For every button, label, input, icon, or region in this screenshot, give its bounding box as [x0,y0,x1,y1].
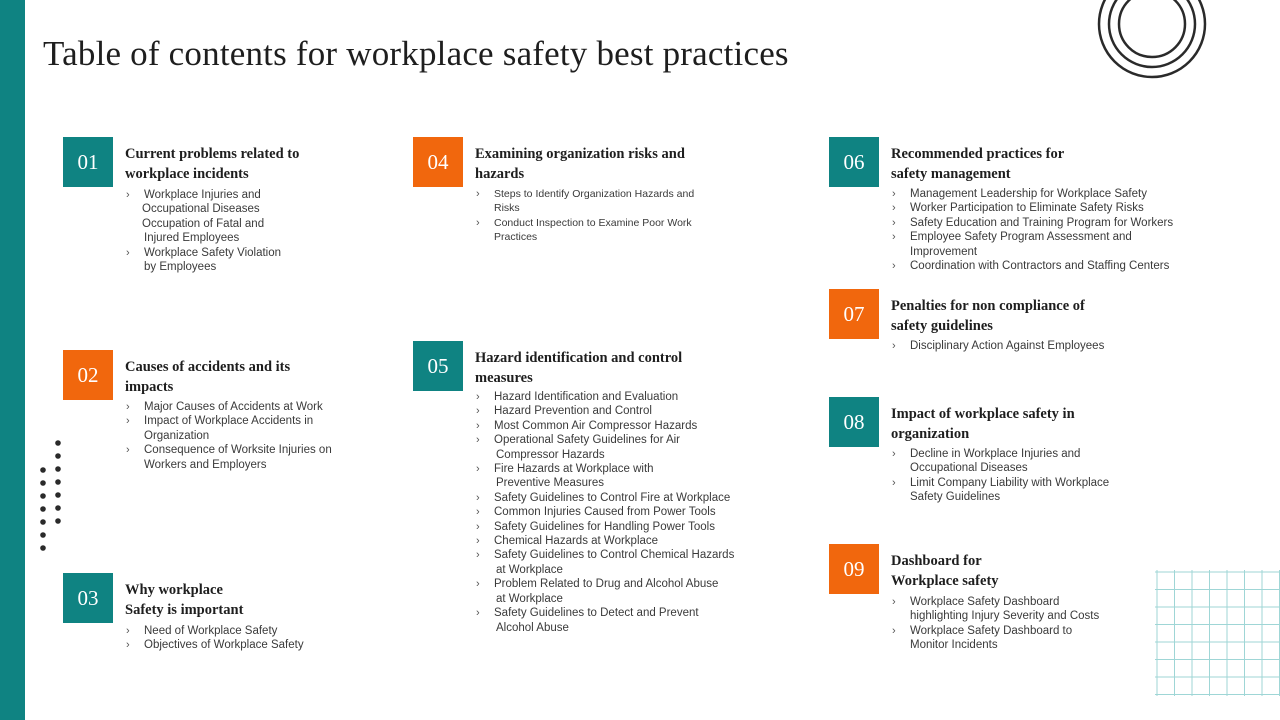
list-item[interactable]: › Most Common Air Compressor Hazards [475,419,734,433]
list-item[interactable]: › Objectives of Workplace Safety [125,638,304,652]
list-item[interactable]: › Employee Safety Program Assessment and Improvement [891,230,1173,259]
list-item[interactable]: › Management Leadership for Workplace Safety [891,187,1173,201]
page-title: Table of contents for workplace safety best practices [43,34,789,73]
section-number-badge: 05 [413,341,463,391]
list-item[interactable]: › Safety Guidelines to Detect and Prevent Alcohol Abuse [475,606,734,635]
list-item[interactable]: › Safety Education and Training Program for Workers [891,216,1173,230]
list-item[interactable]: › Disciplinary Action Against Employees [891,339,1104,353]
section-heading: Impact of workplace safety in organization [891,406,1075,442]
list-item[interactable]: › Fire Hazards at Workplace with Preventive Measures [475,462,734,491]
list-item[interactable]: › Major Causes of Accidents at Work [125,400,332,414]
dot-pattern-icon [38,436,66,558]
list-item[interactable]: › Operational Safety Guidelines for Air Compressor Hazards [475,433,734,462]
section-item-list [475,390,734,635]
section-item-list [891,447,1109,505]
list-item[interactable]: › Workplace Safety Dashboard to Monitor Incidents [891,624,1099,653]
section-number-badge: 02 [63,350,113,400]
list-item[interactable]: › Impact of Workplace Accidents in Organization [125,414,332,443]
list-item[interactable]: › Safety Guidelines to Control Chemical Hazards at Workplace [475,548,734,577]
list-item[interactable]: › Worker Participation to Eliminate Safety Risks [891,201,1173,215]
concentric-rings-icon [1096,0,1208,80]
list-item[interactable]: › Chemical Hazards at Workplace [475,534,734,548]
list-item[interactable]: › Common Injuries Caused from Power Tools [475,505,734,519]
section-heading: Penalties for non compliance of safety guidelines [891,298,1085,334]
list-item[interactable]: › Safety Guidelines for Handling Power Tools [475,520,734,534]
list-item[interactable]: › Limit Company Liability with Workplace Safety Guidelines [891,476,1109,505]
list-item[interactable]: › Hazard Prevention and Control [475,404,734,418]
list-item[interactable]: › Steps to Identify Organization Hazards and Risks [475,187,694,216]
section-heading: Causes of accidents and its impacts [125,359,291,395]
list-item[interactable]: › Workplace Injuries and Occupational Diseases Occupation of Fatal and Injured Employees [125,188,281,246]
section-item-list [891,339,1104,353]
section-number-badge: 07 [829,289,879,339]
list-item[interactable]: › Workplace Safety Dashboard highlighting Injury Severity and Costs [891,595,1099,624]
section-number-badge: 09 [829,544,879,594]
section-number-badge: 08 [829,397,879,447]
section-number-badge: 04 [413,137,463,187]
list-item[interactable]: › Need of Workplace Safety [125,624,304,638]
list-item[interactable]: › Consequence of Worksite Injuries on Workers and Employers [125,443,332,472]
section-heading: Recommended practices for safety management [891,146,1065,182]
section-item-list [125,188,281,274]
section-number-badge: 06 [829,137,879,187]
section-heading: Why workplace Safety is important [125,582,244,618]
section-heading: Dashboard for Workplace safety [891,553,999,589]
section-item-list [125,624,304,653]
grid-pattern-icon [1155,570,1280,696]
section-number-badge: 03 [63,573,113,623]
list-item[interactable]: › Safety Guidelines to Control Fire at Workplace [475,491,734,505]
left-accent-bar [0,0,25,720]
section-item-list [125,400,332,472]
list-item[interactable]: › Workplace Safety Violation by Employees [125,246,281,275]
section-heading: Current problems related to workplace incidents [125,146,300,182]
section-item-list [891,595,1099,653]
list-item[interactable]: › Hazard Identification and Evaluation [475,390,734,404]
section-item-list [475,187,694,245]
section-heading: Examining organization risks and hazards [475,146,685,182]
section-number-badge: 01 [63,137,113,187]
section-item-list [891,187,1173,273]
list-item[interactable]: › Decline in Workplace Injuries and Occupational Diseases [891,447,1109,476]
section-heading: Hazard identification and control measures [475,350,683,386]
list-item[interactable]: › Conduct Inspection to Examine Poor Work Practices [475,216,694,245]
list-item[interactable]: › Coordination with Contractors and Staffing Centers [891,259,1173,273]
list-item[interactable]: › Problem Related to Drug and Alcohol Abuse at Workplace [475,577,734,606]
